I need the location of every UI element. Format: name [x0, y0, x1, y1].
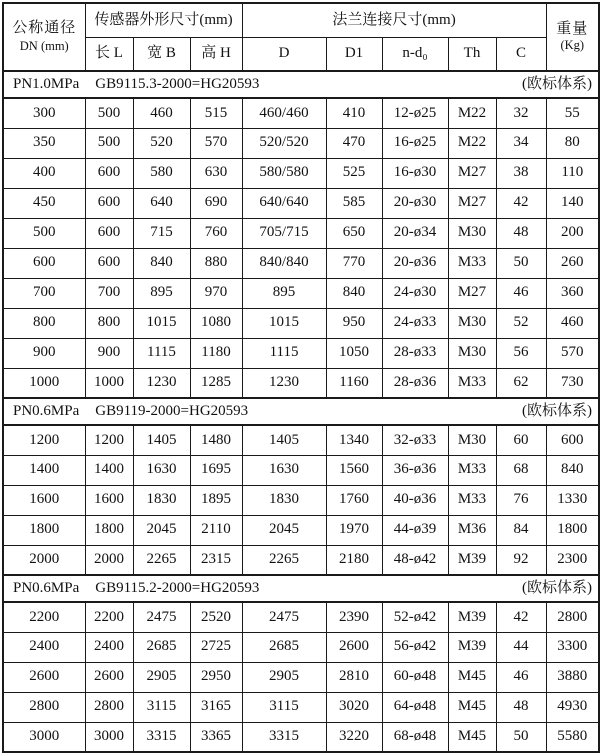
table-cell: 1000 — [85, 368, 133, 398]
table-cell: 32 — [496, 98, 546, 128]
table-cell: 2685 — [242, 632, 326, 662]
table-cell: 1695 — [190, 455, 242, 485]
table-cell: 2685 — [133, 632, 190, 662]
table-cell: 1800 — [85, 515, 133, 545]
table-cell: 600 — [85, 218, 133, 248]
table-cell: M33 — [448, 485, 496, 515]
table-cell: M30 — [448, 338, 496, 368]
table-cell: 1200 — [3, 425, 85, 455]
header-width-b: 宽 B — [133, 37, 190, 71]
section-header-cell — [3, 71, 599, 98]
table-cell: 20-ø30 — [382, 188, 448, 218]
header-weight-cn: 重量 — [556, 21, 589, 38]
table-cell: M30 — [448, 308, 496, 338]
table-cell: 1630 — [242, 455, 326, 485]
table-cell: 60 — [496, 425, 546, 455]
table-cell: 1080 — [190, 308, 242, 338]
table-cell: 520 — [133, 128, 190, 158]
table-cell: 48 — [496, 218, 546, 248]
table-cell: 64-ø48 — [382, 692, 448, 722]
table-cell: 640/640 — [242, 188, 326, 218]
table-cell: 840/840 — [242, 248, 326, 278]
table-cell: 3880 — [546, 662, 599, 692]
table-row — [3, 308, 599, 338]
table-cell: 600 — [85, 248, 133, 278]
table-cell: 1230 — [242, 368, 326, 398]
table-cell: M36 — [448, 515, 496, 545]
section-pressure-rating: PN1.0MPa — [13, 75, 80, 92]
table-cell: 1200 — [85, 425, 133, 455]
table-cell: 24-ø30 — [382, 278, 448, 308]
table-row — [3, 515, 599, 545]
table-cell: 36-ø36 — [382, 455, 448, 485]
table-cell: 3000 — [3, 722, 85, 752]
table-cell: 44 — [496, 632, 546, 662]
table-cell: 62 — [496, 368, 546, 398]
table-cell: 700 — [85, 278, 133, 308]
table-cell: 880 — [190, 248, 242, 278]
table-cell: 1405 — [242, 425, 326, 455]
table-cell: 55 — [546, 98, 599, 128]
table-cell: 52 — [496, 308, 546, 338]
header-weight — [546, 3, 599, 71]
table-cell: M30 — [448, 425, 496, 455]
table-cell: 32-ø33 — [382, 425, 448, 455]
table-cell: 2905 — [133, 662, 190, 692]
table-row — [3, 722, 599, 752]
table-cell: 3315 — [133, 722, 190, 752]
table-cell: 2000 — [85, 545, 133, 575]
table-cell: 76 — [496, 485, 546, 515]
table-cell: 470 — [326, 128, 382, 158]
table-cell: 16-ø25 — [382, 128, 448, 158]
header-row-groups — [3, 3, 599, 37]
table-cell: 690 — [190, 188, 242, 218]
spec-table-body — [3, 71, 599, 752]
table-cell: 48 — [496, 692, 546, 722]
table-cell: M45 — [448, 722, 496, 752]
table-cell: 630 — [190, 158, 242, 188]
table-cell: 48-ø42 — [382, 545, 448, 575]
header-d1: D1 — [326, 37, 382, 71]
table-cell: M27 — [448, 158, 496, 188]
table-cell: 2800 — [3, 692, 85, 722]
section-pressure-rating: PN0.6MPa — [13, 402, 80, 419]
table-cell: 460 — [546, 308, 599, 338]
table-cell: 3315 — [242, 722, 326, 752]
table-cell: 570 — [190, 128, 242, 158]
table-header — [3, 3, 599, 71]
table-cell: M45 — [448, 692, 496, 722]
table-cell: 360 — [546, 278, 599, 308]
table-cell: 52-ø42 — [382, 602, 448, 632]
table-row — [3, 662, 599, 692]
table-cell: 40-ø36 — [382, 485, 448, 515]
table-cell: 840 — [133, 248, 190, 278]
table-cell: 2200 — [3, 602, 85, 632]
table-row — [3, 128, 599, 158]
table-cell: 42 — [496, 602, 546, 632]
section-pressure-rating: PN0.6MPa — [13, 579, 80, 596]
table-cell: 1230 — [133, 368, 190, 398]
table-cell: 760 — [190, 218, 242, 248]
table-cell: 38 — [496, 158, 546, 188]
table-cell: 1560 — [326, 455, 382, 485]
table-cell: M45 — [448, 662, 496, 692]
table-cell: 520/520 — [242, 128, 326, 158]
section-header-row — [3, 398, 599, 425]
table-cell: M22 — [448, 98, 496, 128]
table-cell: 500 — [3, 218, 85, 248]
table-cell: M33 — [448, 455, 496, 485]
table-cell: 20-ø34 — [382, 218, 448, 248]
table-cell: 1400 — [3, 455, 85, 485]
table-cell: 1405 — [133, 425, 190, 455]
table-cell: M39 — [448, 602, 496, 632]
table-cell: 2000 — [3, 545, 85, 575]
table-cell: M33 — [448, 368, 496, 398]
section-header-cell — [3, 575, 599, 602]
table-cell: 28-ø33 — [382, 338, 448, 368]
table-cell: 300 — [3, 98, 85, 128]
table-cell: 140 — [546, 188, 599, 218]
table-cell: 1180 — [190, 338, 242, 368]
table-cell: 3115 — [242, 692, 326, 722]
table-cell: 3115 — [133, 692, 190, 722]
table-cell: 1115 — [133, 338, 190, 368]
table-cell: 2315 — [190, 545, 242, 575]
table-cell: 1830 — [133, 485, 190, 515]
table-cell: 2400 — [85, 632, 133, 662]
table-cell: 1115 — [242, 338, 326, 368]
flange-dimension-table — [2, 2, 600, 753]
table-cell: 2600 — [85, 662, 133, 692]
section-note: (欧标体系) — [522, 402, 593, 419]
header-group-flange-dimensions: 法兰连接尺寸(mm) — [242, 3, 546, 37]
table-cell: 56 — [496, 338, 546, 368]
table-cell: 800 — [3, 308, 85, 338]
table-cell: 68-ø48 — [382, 722, 448, 752]
table-row — [3, 602, 599, 632]
table-cell: 2800 — [546, 602, 599, 632]
table-cell: 950 — [326, 308, 382, 338]
table-cell: 460 — [133, 98, 190, 128]
table-cell: M33 — [448, 248, 496, 278]
table-row — [3, 485, 599, 515]
table-cell: 600 — [85, 188, 133, 218]
table-cell: 2810 — [326, 662, 382, 692]
header-nominal-diameter-unit: DN (mm) — [19, 39, 69, 54]
section-standard-code: GB9119-2000=HG20593 — [95, 402, 249, 419]
table-cell: 2520 — [190, 602, 242, 632]
table-cell: 3165 — [190, 692, 242, 722]
table-cell: 730 — [546, 368, 599, 398]
table-cell: 2725 — [190, 632, 242, 662]
table-row — [3, 218, 599, 248]
table-cell: 705/715 — [242, 218, 326, 248]
table-cell: 2390 — [326, 602, 382, 632]
table-cell: 570 — [546, 338, 599, 368]
table-cell: 50 — [496, 722, 546, 752]
section-header-row — [3, 71, 599, 98]
table-cell: 585 — [326, 188, 382, 218]
table-cell: 840 — [546, 455, 599, 485]
table-cell: 400 — [3, 158, 85, 188]
table-cell: 2045 — [133, 515, 190, 545]
table-cell: 1895 — [190, 485, 242, 515]
header-d: D — [242, 37, 326, 71]
table-row — [3, 98, 599, 128]
table-cell: 110 — [546, 158, 599, 188]
table-cell: 600 — [85, 158, 133, 188]
table-cell: 1015 — [242, 308, 326, 338]
table-row — [3, 692, 599, 722]
section-note: (欧标体系) — [522, 579, 593, 596]
table-cell: 50 — [496, 248, 546, 278]
table-cell: 260 — [546, 248, 599, 278]
table-cell: 200 — [546, 218, 599, 248]
table-cell: 42 — [496, 188, 546, 218]
table-cell: 60-ø48 — [382, 662, 448, 692]
header-c: C — [496, 37, 546, 71]
table-row — [3, 158, 599, 188]
header-th: Th — [448, 37, 496, 71]
table-cell: 800 — [85, 308, 133, 338]
table-cell: 1800 — [3, 515, 85, 545]
table-cell: 1050 — [326, 338, 382, 368]
table-cell: 1600 — [85, 485, 133, 515]
header-length-l: 长 L — [85, 37, 133, 71]
table-cell: 350 — [3, 128, 85, 158]
table-cell: 2180 — [326, 545, 382, 575]
table-cell: 3220 — [326, 722, 382, 752]
table-cell: 68 — [496, 455, 546, 485]
table-row — [3, 368, 599, 398]
table-cell: 3365 — [190, 722, 242, 752]
header-n-d0: n-d₀ — [382, 37, 448, 71]
table-row — [3, 248, 599, 278]
header-nominal-diameter-cn: 公称通径 — [12, 20, 77, 37]
header-height-h: 高 H — [190, 37, 242, 71]
table-cell: 2800 — [85, 692, 133, 722]
table-cell: 1340 — [326, 425, 382, 455]
table-row — [3, 545, 599, 575]
table-cell: 12-ø25 — [382, 98, 448, 128]
table-cell: 84 — [496, 515, 546, 545]
table-cell: 895 — [242, 278, 326, 308]
table-cell: 580 — [133, 158, 190, 188]
table-cell: M39 — [448, 632, 496, 662]
table-cell: 2600 — [3, 662, 85, 692]
table-cell: M30 — [448, 218, 496, 248]
section-standard-code: GB9115.2-2000=HG20593 — [95, 579, 260, 596]
table-cell: 1160 — [326, 368, 382, 398]
table-cell: M27 — [448, 278, 496, 308]
table-cell: M27 — [448, 188, 496, 218]
table-cell: 600 — [546, 425, 599, 455]
section-header-row — [3, 575, 599, 602]
header-weight-unit: (Kg) — [560, 38, 585, 53]
table-row — [3, 278, 599, 308]
table-cell: 840 — [326, 278, 382, 308]
table-cell: 2300 — [546, 545, 599, 575]
table-cell: 28-ø36 — [382, 368, 448, 398]
table-cell: 1330 — [546, 485, 599, 515]
table-cell: 1760 — [326, 485, 382, 515]
table-cell: 900 — [3, 338, 85, 368]
header-group-sensor-dimensions: 传感器外形尺寸(mm) — [85, 3, 242, 37]
table-cell: 500 — [85, 98, 133, 128]
table-cell: 1600 — [3, 485, 85, 515]
table-cell: 2905 — [242, 662, 326, 692]
table-cell: 1285 — [190, 368, 242, 398]
table-cell: 5580 — [546, 722, 599, 752]
table-cell: 46 — [496, 278, 546, 308]
table-row — [3, 188, 599, 218]
table-cell: 3000 — [85, 722, 133, 752]
table-cell: 500 — [85, 128, 133, 158]
table-cell: 2600 — [326, 632, 382, 662]
table-cell: 2265 — [133, 545, 190, 575]
header-row-subcolumns — [3, 37, 599, 71]
table-cell: 1400 — [85, 455, 133, 485]
table-cell: 700 — [3, 278, 85, 308]
table-cell: 1000 — [3, 368, 85, 398]
table-cell: 525 — [326, 158, 382, 188]
table-cell: 580/580 — [242, 158, 326, 188]
table-cell: 1800 — [546, 515, 599, 545]
table-cell: 410 — [326, 98, 382, 128]
table-cell: 1830 — [242, 485, 326, 515]
table-cell: 2110 — [190, 515, 242, 545]
table-cell: 1015 — [133, 308, 190, 338]
section-header-cell — [3, 398, 599, 425]
table-cell: 2265 — [242, 545, 326, 575]
table-row — [3, 632, 599, 662]
table-cell: 895 — [133, 278, 190, 308]
table-row — [3, 338, 599, 368]
table-row — [3, 425, 599, 455]
table-cell: 515 — [190, 98, 242, 128]
table-cell: 20-ø36 — [382, 248, 448, 278]
table-cell: 2200 — [85, 602, 133, 632]
table-cell: 1630 — [133, 455, 190, 485]
section-note: (欧标体系) — [522, 75, 593, 92]
table-cell: 2475 — [133, 602, 190, 632]
header-nominal-diameter — [3, 3, 85, 71]
table-cell: M22 — [448, 128, 496, 158]
table-cell: 2400 — [3, 632, 85, 662]
table-cell: 450 — [3, 188, 85, 218]
table-cell: 4930 — [546, 692, 599, 722]
table-cell: 16-ø30 — [382, 158, 448, 188]
table-cell: 56-ø42 — [382, 632, 448, 662]
table-cell: 34 — [496, 128, 546, 158]
table-cell: 92 — [496, 545, 546, 575]
table-cell: 650 — [326, 218, 382, 248]
table-cell: 80 — [546, 128, 599, 158]
table-cell: 715 — [133, 218, 190, 248]
table-cell: 1970 — [326, 515, 382, 545]
table-cell: 2950 — [190, 662, 242, 692]
table-cell: M39 — [448, 545, 496, 575]
table-cell: 770 — [326, 248, 382, 278]
table-cell: 2045 — [242, 515, 326, 545]
table-cell: 3020 — [326, 692, 382, 722]
table-cell: 2475 — [242, 602, 326, 632]
table-row — [3, 455, 599, 485]
table-cell: 3300 — [546, 632, 599, 662]
table-cell: 1480 — [190, 425, 242, 455]
table-cell: 46 — [496, 662, 546, 692]
table-cell: 460/460 — [242, 98, 326, 128]
table-cell: 24-ø33 — [382, 308, 448, 338]
table-cell: 44-ø39 — [382, 515, 448, 545]
table-cell: 600 — [3, 248, 85, 278]
table-cell: 900 — [85, 338, 133, 368]
table-cell: 970 — [190, 278, 242, 308]
table-cell: 640 — [133, 188, 190, 218]
section-standard-code: GB9115.3-2000=HG20593 — [95, 75, 260, 92]
